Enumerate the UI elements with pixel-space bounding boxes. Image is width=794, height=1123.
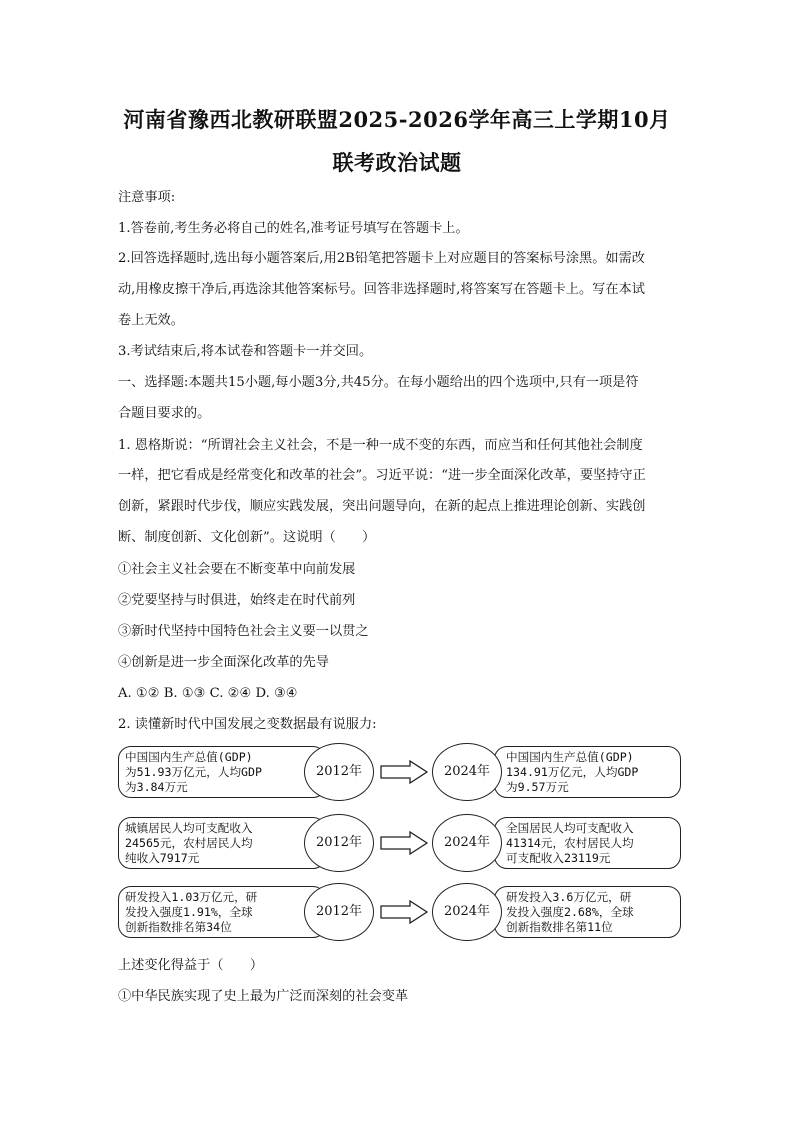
q1-stem-line2: 一样，把它看成是经常变化和改革的社会”。习近平说：“进一步全面深化改革，要坚持守正 [118,468,646,483]
right-arrow-icon [380,831,428,855]
notice-item-2c: 卷上无效。 [118,313,184,328]
section-heading-b: 合题目要求的。 [118,406,211,421]
data-comparison-row [118,817,676,875]
notice-item-1: 1.答卷前,考生务必将自己的姓名,准考证号填写在答题卡上。 [118,221,469,236]
year-circle-2024: 2024年 [432,883,502,941]
notice-item-3: 3.考试结束后,将本试卷和答题卡一并交回。 [118,344,373,359]
q1-stem-line3: 创新，紧跟时代步伐，顺应实践发展，突出问题导向，在新的起点上推进理论创新、实践创 [118,499,646,514]
data-text-2012: 城镇居民人均可支配收入 24565元，农村居民人均 纯收入7917元 [125,821,253,865]
section-heading-a: 一、选择题:本题共15小题,每小题3分,共45分。在每小题给出的四个选项中,只有一项是符 [118,375,639,390]
q1-option-1: ①社会主义社会要在不断变革中向前发展 [118,562,356,577]
notice-item-2a: 2.回答选择题时,选出每小题答案后,用2B铅笔把答题卡上对应题目的答案标号涂黑。如需改 [118,251,645,266]
exam-title-line1: 河南省豫西北教研联盟2025-2026学年高三上学期10月 [123,107,671,132]
year-circle-2012: 2012年 [304,883,374,941]
q2-stem: 2. 读懂新时代中国发展之变数据最有说服力: [118,717,377,732]
q2-option-1: ①中华民族实现了史上最为广泛而深刻的社会变革 [118,989,409,1004]
data-comparison-row [118,886,676,944]
q1-option-2: ②党要坚持与时俱进，始终走在时代前列 [118,593,356,608]
right-arrow-icon [380,760,428,784]
year-circle-2024: 2024年 [432,814,502,872]
q1-answer-choices: A. ①② B. ①③ C. ②④ D. ③④ [118,686,298,701]
q1-stem-line4: 断、制度创新、文化创新”。这说明（ ） [118,530,376,545]
data-text-2012: 研发投入1.03万亿元，研 发投入强度1.91%，全球 创新指数排名第34位 [125,890,258,934]
data-comparison-row [118,746,676,804]
q2-question: 上述变化得益于（ ） [118,958,264,973]
data-text-2024: 中国国内生产总值(GDP) 134.91万亿元，人均GDP 为9.57万元 [506,750,639,794]
q1-option-4: ④创新是进一步全面深化改革的先导 [118,655,329,670]
data-text-2012: 中国国内生产总值(GDP) 为51.93万亿元，人均GDP 为3.84万元 [125,750,262,794]
year-circle-2024: 2024年 [432,743,502,801]
year-circle-2012: 2012年 [304,814,374,872]
q1-stem-line1: 1. 恩格斯说：“所谓社会主义社会，不是一种一成不变的东西，而应当和任何其他社会制度 [118,438,643,453]
data-text-2024: 研发投入3.6万亿元，研 发投入强度2.68%，全球 创新指数排名第11位 [506,890,634,934]
exam-title-line2: 联考政治试题 [332,150,462,175]
year-circle-2012: 2012年 [304,743,374,801]
right-arrow-icon [380,900,428,924]
q1-option-3: ③新时代坚持中国特色社会主义要一以贯之 [118,624,369,639]
notice-heading: 注意事项: [118,190,176,205]
data-text-2024: 全国居民人均可支配收入 41314元，农村居民人均 可支配收入23119元 [506,821,634,865]
notice-item-2b: 动,用橡皮擦干净后,再选涂其他答案标号。回答非选择题时,将答案写在答题卡上。写在本试 [118,282,645,297]
